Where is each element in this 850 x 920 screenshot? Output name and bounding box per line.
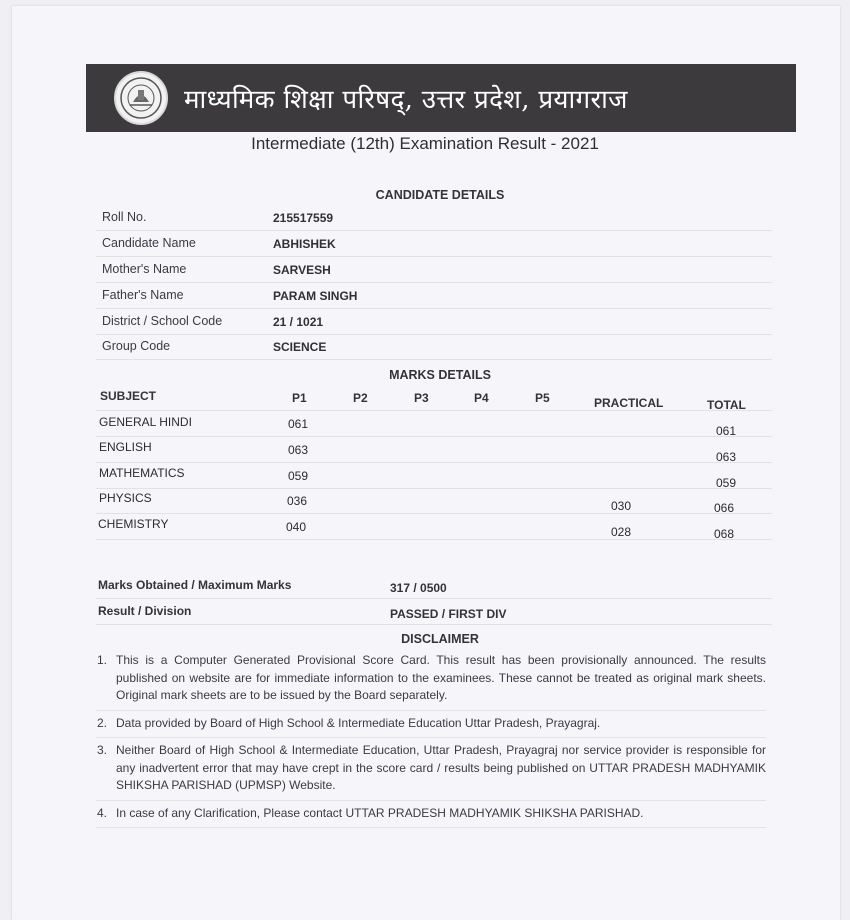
total-mark: 061 bbox=[716, 424, 737, 438]
detail-value: 21 / 1021 bbox=[273, 315, 324, 329]
column-header-p4: P4 bbox=[474, 391, 489, 405]
detail-value: 215517559 bbox=[273, 211, 334, 225]
practical-mark: 030 bbox=[611, 499, 632, 513]
detail-value: ABHISHEK bbox=[273, 237, 336, 251]
list-item-text: This is a Computer Generated Provisional Score Card. This result has been provisionally announced. The results published on website are for immediate information to the examinees. These cannot be treated as original mark sheets. Original mark sheets are to be issued by the Board separately. bbox=[116, 653, 766, 702]
detail-row-mothers-name bbox=[96, 257, 772, 283]
list-item-text: In case of any Clarification, Please contact UTTAR PRADESH MADHYAMIK SHIKSHA PARISHAD. bbox=[116, 805, 644, 820]
detail-value: SARVESH bbox=[273, 263, 331, 277]
total-mark: 063 bbox=[716, 450, 737, 464]
detail-label: District / School Code bbox=[102, 314, 223, 328]
p1-mark: 040 bbox=[286, 520, 307, 534]
board-header-banner bbox=[86, 64, 796, 132]
detail-row-district-school-code bbox=[96, 309, 772, 335]
detail-label: Group Code bbox=[102, 339, 171, 353]
p1-mark: 063 bbox=[288, 443, 309, 457]
result-division-row bbox=[96, 600, 772, 625]
detail-label: Mother's Name bbox=[102, 262, 187, 276]
result-division-value: PASSED / FIRST DIV bbox=[390, 607, 507, 621]
detail-value: PARAM SINGH bbox=[273, 289, 358, 303]
list-item-number: 4. bbox=[97, 805, 108, 820]
exam-result-title: Intermediate (12th) Examination Result - 2021 bbox=[251, 134, 599, 153]
list-item-number: 3. bbox=[97, 743, 108, 757]
table-row bbox=[96, 437, 772, 463]
table-row bbox=[96, 411, 772, 437]
marks-obtained-row bbox=[96, 574, 772, 599]
table-row bbox=[96, 463, 772, 489]
candidate-details-heading: CANDIDATE DETAILS bbox=[375, 188, 505, 202]
total-mark: 066 bbox=[714, 501, 735, 515]
result-division-label: Result / Division bbox=[98, 604, 192, 618]
column-header-practical: PRACTICAL bbox=[594, 396, 664, 410]
list-item-text: Neither Board of High School & Intermediate Education, Uttar Pradesh, Prayagraj nor service provider is responsible for any inadvertent error that may have crept in the score card / results being published on UTTAR PRADESH MADHYAMIK SHIKSHA PARISHAD (UPMSP) Website. bbox=[116, 743, 766, 792]
list-item-text: Data provided by Board of High School & Intermediate Education Uttar Pradesh, Prayagraj. bbox=[116, 715, 601, 730]
board-emblem-icon bbox=[114, 71, 168, 125]
column-header-p2: P2 bbox=[353, 391, 368, 405]
board-title: माध्यमिक शिक्षा परिषद्, उत्तर प्रदेश, प्रयागराज bbox=[184, 85, 628, 115]
marks-obtained-label: Marks Obtained / Maximum Marks bbox=[98, 578, 292, 592]
detail-row-group-code bbox=[96, 334, 772, 360]
column-header-subject: SUBJECT bbox=[100, 389, 157, 403]
column-header-p1: P1 bbox=[292, 391, 307, 405]
list-item-number: 1. bbox=[97, 653, 108, 667]
table-row bbox=[96, 488, 772, 514]
column-header-total: TOTAL bbox=[707, 398, 746, 412]
detail-label: Father's Name bbox=[102, 288, 184, 302]
list-item bbox=[96, 805, 766, 829]
disclaimer-list bbox=[96, 652, 766, 832]
p1-mark: 059 bbox=[288, 469, 309, 483]
detail-label: Roll No. bbox=[102, 210, 147, 224]
detail-row-fathers-name bbox=[96, 283, 772, 309]
subject-name: PHYSICS bbox=[99, 491, 152, 505]
disclaimer-heading: DISCLAIMER bbox=[401, 632, 479, 646]
total-mark: 059 bbox=[716, 476, 737, 490]
p1-mark: 036 bbox=[287, 494, 308, 508]
list-item bbox=[96, 652, 766, 711]
detail-value: SCIENCE bbox=[273, 340, 327, 354]
subject-name: MATHEMATICS bbox=[99, 466, 185, 480]
detail-row-roll-no bbox=[96, 205, 772, 231]
p1-mark: 061 bbox=[288, 417, 309, 431]
table-row bbox=[96, 514, 772, 540]
column-header-p5: P5 bbox=[535, 391, 550, 405]
column-header-p3: P3 bbox=[414, 391, 429, 405]
list-item-number: 2. bbox=[97, 715, 108, 730]
marks-header-row bbox=[96, 385, 772, 411]
practical-mark: 028 bbox=[611, 525, 632, 539]
marks-obtained-value: 317 / 0500 bbox=[390, 581, 447, 595]
subject-name: CHEMISTRY bbox=[98, 517, 169, 531]
detail-row-candidate-name bbox=[96, 231, 772, 257]
marks-details-heading: MARKS DETAILS bbox=[389, 368, 491, 382]
total-mark: 068 bbox=[714, 527, 735, 541]
detail-label: Candidate Name bbox=[102, 236, 196, 250]
subject-name: ENGLISH bbox=[99, 440, 152, 454]
subject-name: GENERAL HINDI bbox=[99, 415, 192, 429]
list-item bbox=[96, 715, 766, 739]
list-item bbox=[96, 742, 766, 801]
